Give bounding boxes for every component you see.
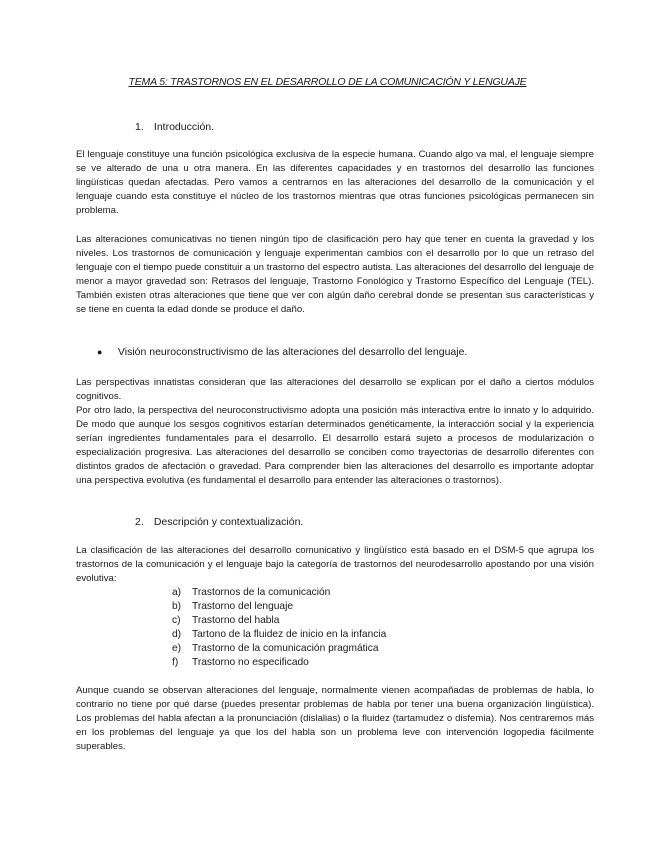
section-heading-descripcion xyxy=(135,516,303,528)
section-number: 2. xyxy=(135,516,144,528)
paragraph-alteraciones: Las alteraciones comunicativas no tienen ningún tipo de clasificación pero hay que tener en cuenta la gravedad y los niveles. Los trastornos de comunicación y lenguaje experimentan cambios con el desarrollo por lo que un retraso del lenguaje con el tiempo puede constituir a un trastorno del espectro autista. Las alteraciones del desarrollo del lenguaje de menor a mayor gravedad son: Retrasos del lenguaje, Trastorno Fonológico y Trastorno Específico del Lenguaje (TEL). También existen otras alteraciones que tiene que ver con algún daño cerebral donde se presentan sus características y se tiene en cuenta la edad donde se produce el daño. xyxy=(76,234,594,316)
paragraph-clasificacion: La clasificación de las alteraciones del desarrollo comunicativo y lingüístico está basado en el DSM-5 que agrupa los trastornos de la comunicación y el lenguaje bajo la categoría de trastornos del neurodesarrollo apostando por una visión evolutiva: xyxy=(76,545,594,585)
page-title: TEMA 5: TRASTORNOS EN EL DESARROLLO DE LA COMUNICACIÓN Y LENGUAJE xyxy=(128,76,527,88)
section-title: Introducción. xyxy=(153,121,215,133)
list-item: f) Trastorno no especificado xyxy=(172,657,309,669)
paragraph-habla: Aunque cuando se observan alteraciones del lenguaje, normalmente vienen acompañadas de problemas de habla, lo contrario no tiene por qué darse (puedes presentar problemas de habla por tener una buena organización lingüística). Los problemas del habla afectan a la pronunciación (dislalias) o la fluidez (tartamudez o disfemia). Nos centraremos más en los problemas del lenguaje ya que los del habla son un problema leve con intervención logopedia fácilmente superables. xyxy=(76,685,594,753)
paragraph-intro: El lenguaje constituye una función psicológica exclusiva de la especie humana. Cuando algo va mal, el lenguaje siempre se ve alterado de una u otra manera. En las diferentes capacidades y en trastornos del desarrollo las funciones lingüísticas quedan afectadas. Pero vamos a centrarnos en las alteraciones del desarrollo de la comunicación y el lenguaje cuando esta constituye el núcleo de los trastornos mientras que otras funciones psicológicas permanecen sin problema. xyxy=(76,149,594,217)
paragraph-innatistas: Las perspectivas innatistas consideran que las alteraciones del desarrollo se explican por el daño a ciertos módulos cognitivos. xyxy=(76,377,594,403)
section-number: 1. xyxy=(135,121,144,133)
dsm5-list xyxy=(172,586,386,671)
paragraph-neuroconstructivismo: Por otro lado, la perspectiva del neuroconstructivismo adopta una posición más interactiva entre lo innato y lo adquirido. De modo que aunque los sesgos cognitivos estarían determinados genéticamente, la interacción social y la experiencia serían ingredientes fundamentales para el desarrollo. El desarrollo estará sujeto a procesos de modularización o especialización progresiva. Las alteraciones del desarrollo se conciben como trayectorias de desarrollo diferentes con distintos grados de afectación o gravedad. Para comprender bien las alteraciones del desarrollo es importante adoptar una perspectiva evolutiva (es fundamental el desarrollo para entender las alteraciones o trastornos). xyxy=(76,405,594,487)
list-item: d) Tartono de la fluidez de inicio en la infancia xyxy=(172,629,387,641)
bullet-icon: ● xyxy=(97,347,103,357)
list-item: e) Trastorno de la comunicación pragmática xyxy=(172,643,379,655)
list-item: a) Trastornos de la comunicación xyxy=(172,587,331,598)
bullet-text: Visión neuroconstructivismo de las alteraciones del desarrollo del lenguaje. xyxy=(117,346,468,358)
list-item: b) Trastorno del lenguaje xyxy=(172,601,293,613)
bullet-neuroconstructivismo xyxy=(97,346,467,358)
list-item: c) Trastorno del habla xyxy=(172,615,280,627)
section-heading-introduccion xyxy=(135,121,214,133)
section-title: Descripción y contextualización. xyxy=(153,516,304,528)
